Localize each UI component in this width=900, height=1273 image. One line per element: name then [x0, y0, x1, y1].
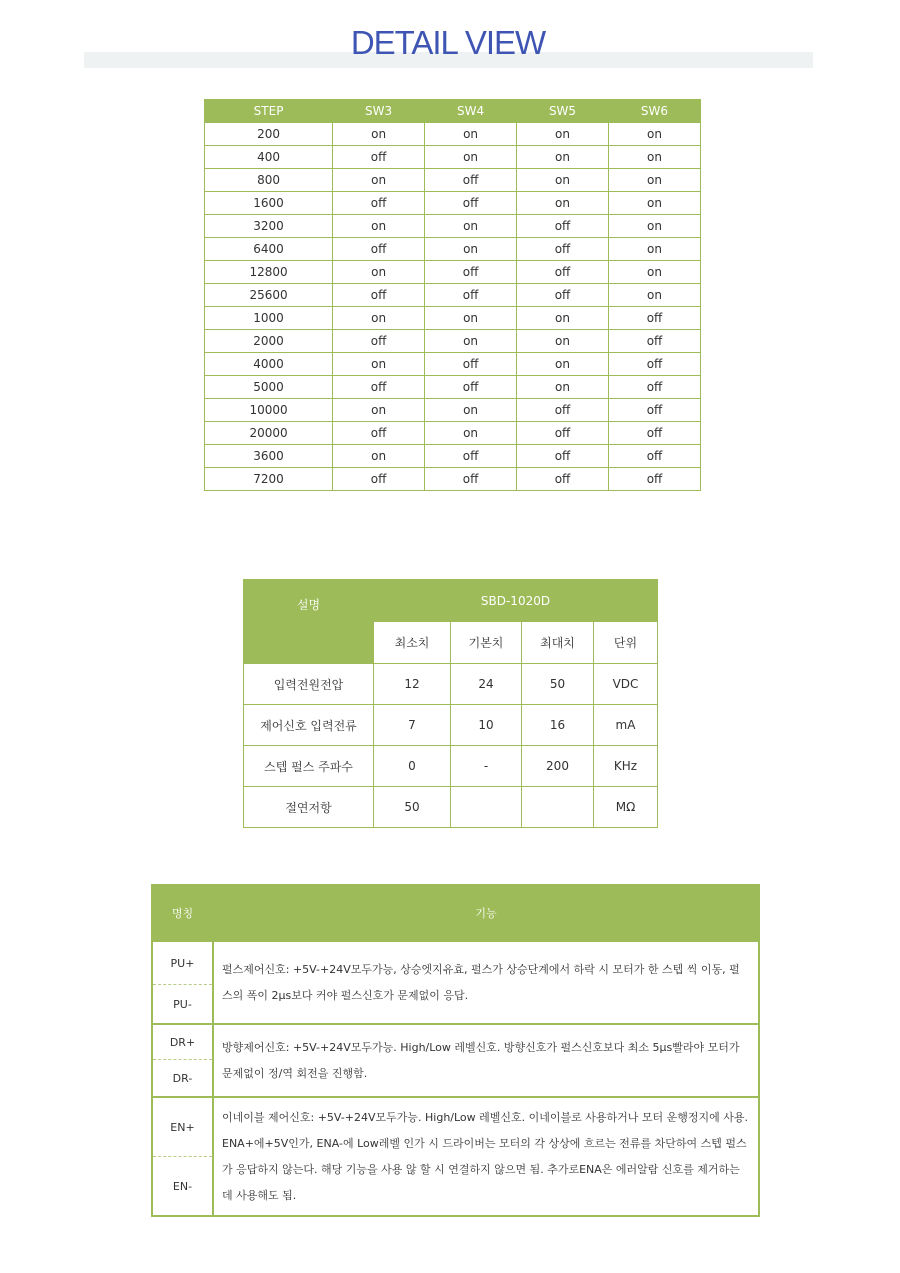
switch-state-cell: off	[608, 468, 700, 491]
step-setting-table	[204, 99, 701, 491]
spec-row	[244, 664, 658, 705]
switch-state-cell: on	[517, 123, 609, 146]
switch-state-cell: off	[333, 330, 425, 353]
step-table-row	[205, 399, 701, 422]
step-value-cell: 1600	[205, 192, 333, 215]
switch-state-cell: off	[425, 353, 517, 376]
step-table-row	[205, 422, 701, 445]
switch-state-cell: on	[425, 146, 517, 169]
step-value-cell: 6400	[205, 238, 333, 261]
switch-state-cell: off	[517, 215, 609, 238]
switch-state-cell: on	[425, 123, 517, 146]
switch-state-cell: on	[517, 192, 609, 215]
spec-row	[244, 746, 658, 787]
switch-state-cell: on	[608, 215, 700, 238]
switch-state-cell: off	[608, 445, 700, 468]
switch-state-cell: off	[425, 376, 517, 399]
switch-state-cell: on	[333, 261, 425, 284]
step-table-row	[205, 123, 701, 146]
pin-name: PU-	[152, 985, 213, 1025]
switch-state-cell: off	[333, 376, 425, 399]
step-table-header: SW3	[333, 100, 425, 123]
spec-cell: 제어신호 입력전류	[244, 705, 374, 746]
step-value-cell: 400	[205, 146, 333, 169]
switch-state-cell: off	[608, 399, 700, 422]
spec-cell	[522, 787, 594, 828]
switch-state-cell: off	[425, 169, 517, 192]
switch-state-cell: on	[517, 146, 609, 169]
step-value-cell: 200	[205, 123, 333, 146]
switch-state-cell: off	[517, 238, 609, 261]
switch-state-cell: off	[608, 422, 700, 445]
step-value-cell: 7200	[205, 468, 333, 491]
step-table-row	[205, 353, 701, 376]
step-table-header: SW6	[608, 100, 700, 123]
switch-state-cell: off	[333, 238, 425, 261]
switch-state-cell: off	[333, 192, 425, 215]
step-table-header: STEP	[205, 100, 333, 123]
switch-state-cell: on	[517, 330, 609, 353]
switch-state-cell: on	[608, 146, 700, 169]
pin-header-name: 명칭	[152, 885, 213, 941]
step-table-row	[205, 261, 701, 284]
step-table-row	[205, 307, 701, 330]
switch-state-cell: off	[517, 399, 609, 422]
switch-state-cell: on	[333, 353, 425, 376]
switch-state-cell: off	[608, 353, 700, 376]
spec-header-desc: 설명	[244, 580, 374, 664]
step-table-row	[205, 445, 701, 468]
spec-cell: 200	[522, 746, 594, 787]
switch-state-cell: off	[425, 261, 517, 284]
pin-name: DR-	[152, 1060, 213, 1098]
pin-row	[152, 1024, 759, 1060]
switch-state-cell: off	[425, 468, 517, 491]
switch-state-cell: on	[425, 422, 517, 445]
switch-state-cell: off	[333, 422, 425, 445]
switch-state-cell: off	[517, 468, 609, 491]
pin-row	[152, 1097, 759, 1157]
step-table-header-row	[205, 100, 701, 123]
spec-header-model: SBD-1020D	[374, 580, 658, 622]
switch-state-cell: on	[517, 307, 609, 330]
step-value-cell: 5000	[205, 376, 333, 399]
switch-state-cell: off	[608, 307, 700, 330]
switch-state-cell: on	[425, 215, 517, 238]
switch-state-cell: on	[425, 399, 517, 422]
step-value-cell: 20000	[205, 422, 333, 445]
step-table-row	[205, 238, 701, 261]
pin-description: 이네이블 제어신호: +5V-+24V모두가능. High/Low 레벨신호. 이네이블로 사용하거나 모터 운행정지에 사용. ENA+에+5V인가, ENA-에 Low레벨 인가 시 드라이버는 모터의 각 상상에 흐르는 전류를 차단하여 스텝 펄스가 응답하지 않는다. 해당 기능을 사용 않 할 시 연결하지 않으면 됨. 추가로ENA은 에러알람 신호를 제거하는데 사용해도 됨.	[213, 1097, 759, 1216]
spec-cell: 입력전원전압	[244, 664, 374, 705]
spec-cell: 16	[522, 705, 594, 746]
spec-cell: 스텝 펄스 주파수	[244, 746, 374, 787]
switch-state-cell: on	[608, 123, 700, 146]
pin-name: EN-	[152, 1157, 213, 1217]
switch-state-cell: on	[333, 307, 425, 330]
switch-state-cell: off	[517, 261, 609, 284]
switch-state-cell: off	[517, 445, 609, 468]
spec-cell: 24	[451, 664, 522, 705]
step-value-cell: 3200	[205, 215, 333, 238]
spec-cell: MΩ	[594, 787, 658, 828]
step-value-cell: 3600	[205, 445, 333, 468]
step-table-row	[205, 169, 701, 192]
step-value-cell: 1000	[205, 307, 333, 330]
pin-row	[152, 941, 759, 985]
step-value-cell: 10000	[205, 399, 333, 422]
switch-state-cell: on	[608, 192, 700, 215]
step-table-row	[205, 376, 701, 399]
switch-state-cell: on	[333, 399, 425, 422]
spec-row	[244, 787, 658, 828]
step-value-cell: 2000	[205, 330, 333, 353]
step-table-row	[205, 192, 701, 215]
switch-state-cell: on	[333, 123, 425, 146]
switch-state-cell: off	[425, 445, 517, 468]
switch-state-cell: on	[517, 353, 609, 376]
spec-cell: mA	[594, 705, 658, 746]
spec-cell: VDC	[594, 664, 658, 705]
pin-header-function: 기능	[213, 885, 759, 941]
step-value-cell: 25600	[205, 284, 333, 307]
switch-state-cell: on	[608, 238, 700, 261]
spec-subheader: 단위	[594, 622, 658, 664]
switch-state-cell: on	[517, 376, 609, 399]
step-value-cell: 800	[205, 169, 333, 192]
step-value-cell: 4000	[205, 353, 333, 376]
switch-state-cell: off	[333, 284, 425, 307]
switch-state-cell: off	[333, 146, 425, 169]
switch-state-cell: on	[608, 261, 700, 284]
pin-name: EN+	[152, 1097, 213, 1157]
step-table-header: SW5	[517, 100, 609, 123]
spec-subheader: 최소치	[374, 622, 451, 664]
spec-cell: 7	[374, 705, 451, 746]
pin-table-header-row	[152, 885, 759, 941]
switch-state-cell: off	[425, 192, 517, 215]
switch-state-cell: off	[608, 376, 700, 399]
switch-state-cell: on	[333, 215, 425, 238]
spec-table-header-row	[244, 580, 658, 622]
step-table-header: SW4	[425, 100, 517, 123]
switch-state-cell: on	[425, 307, 517, 330]
pin-description: 방향제어신호: +5V-+24V모두가능. High/Low 레벨신호. 방향신호가 펄스신호보다 최소 5μs빨라야 모터가 문제없이 정/역 회전을 진행함.	[213, 1024, 759, 1097]
switch-state-cell: on	[333, 169, 425, 192]
spec-cell: 절연저항	[244, 787, 374, 828]
pin-name: PU+	[152, 941, 213, 985]
switch-state-cell: on	[425, 238, 517, 261]
step-table-row	[205, 330, 701, 353]
spec-subheader: 최대치	[522, 622, 594, 664]
step-table-row	[205, 468, 701, 491]
step-table-row	[205, 284, 701, 307]
page-title: DETAIL VIEW	[350, 24, 546, 61]
spec-row	[244, 705, 658, 746]
switch-state-cell: off	[425, 284, 517, 307]
pin-description: 펄스제어신호: +5V-+24V모두가능, 상승엣지유효, 펄스가 상승단계에서 하락 시 모터가 한 스텝 씩 이동, 펄스의 폭이 2μs보다 커야 펄스신호가 문제없이 응답.	[213, 941, 759, 1024]
pin-function-table	[151, 884, 760, 1217]
step-table-row	[205, 146, 701, 169]
step-table-row	[205, 215, 701, 238]
pin-name: DR+	[152, 1024, 213, 1060]
spec-cell	[451, 787, 522, 828]
switch-state-cell: off	[517, 284, 609, 307]
switch-state-cell: off	[333, 468, 425, 491]
spec-subheader: 기본치	[451, 622, 522, 664]
spec-cell: 10	[451, 705, 522, 746]
spec-cell: -	[451, 746, 522, 787]
spec-cell: 0	[374, 746, 451, 787]
spec-cell: 50	[374, 787, 451, 828]
switch-state-cell: off	[517, 422, 609, 445]
spec-cell: KHz	[594, 746, 658, 787]
spec-cell: 50	[522, 664, 594, 705]
switch-state-cell: on	[517, 169, 609, 192]
spec-table	[243, 579, 658, 828]
step-value-cell: 12800	[205, 261, 333, 284]
switch-state-cell: off	[608, 330, 700, 353]
switch-state-cell: on	[608, 284, 700, 307]
spec-cell: 12	[374, 664, 451, 705]
switch-state-cell: on	[425, 330, 517, 353]
switch-state-cell: on	[608, 169, 700, 192]
switch-state-cell: on	[333, 445, 425, 468]
